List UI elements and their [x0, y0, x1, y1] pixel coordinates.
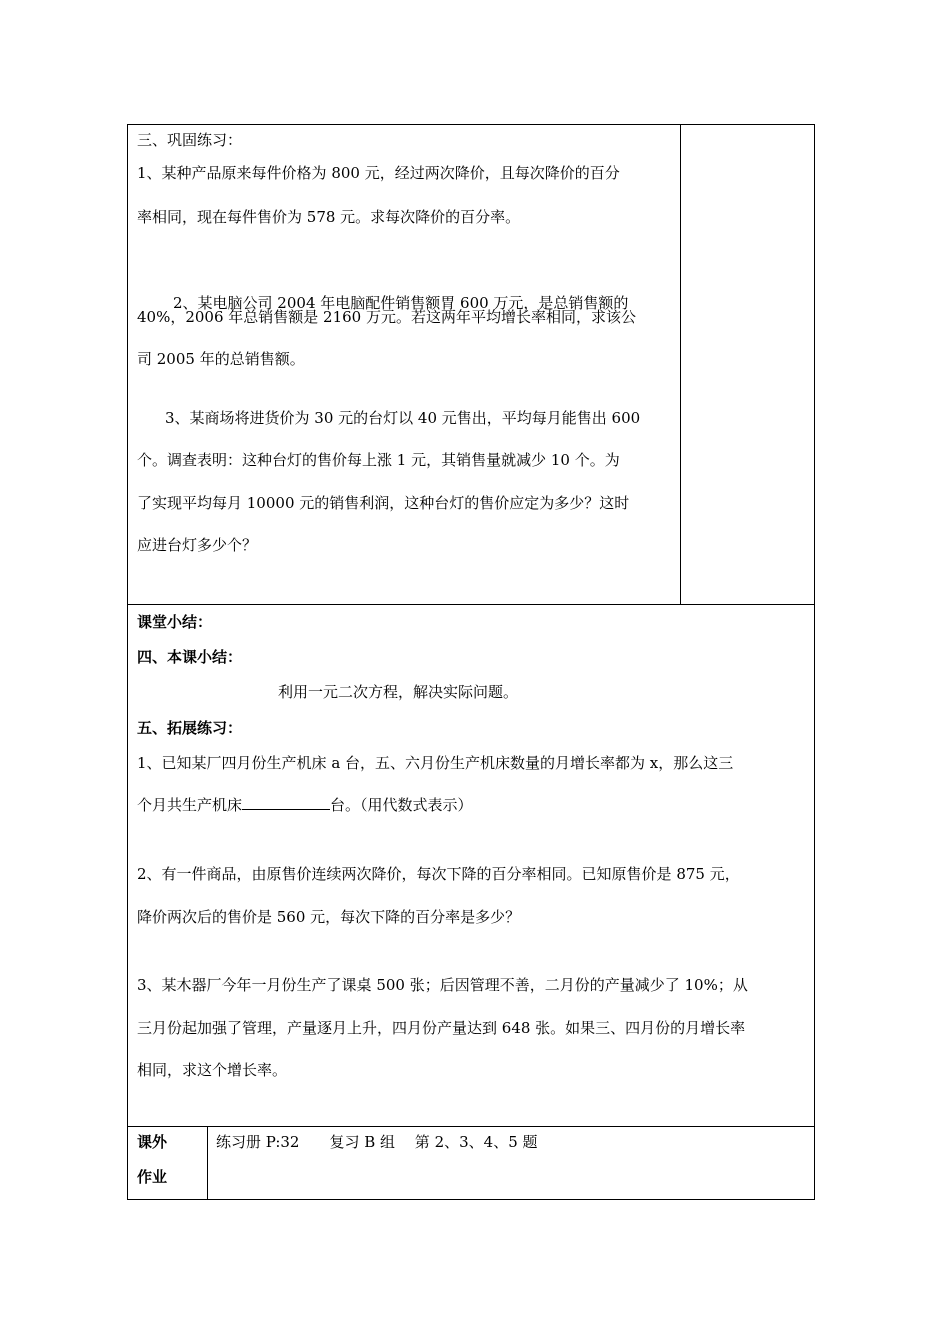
practice-q2-line1: 2、某电脑公司 2004 年电脑配件销售额胃 600 万元，是总销售额的: [173, 294, 629, 312]
extension-q2-line1: 2、有一件商品，由原售价连续两次降价，每次下降的百分率相同。已知原售价是 875 元，: [137, 865, 740, 883]
practice-q3-line2: 个。调查表明：这种台灯的售价每上涨 1 元，其销售量就减少 10 个。为: [137, 451, 620, 469]
extension-q3-line1: 3、某木器厂今年一月份生产了课桌 500 张；后因管理不善，二月份的产量减少了 10%；从: [137, 976, 748, 994]
practice-q3-line4: 应进台灯多少个？: [137, 536, 258, 554]
practice-section: [127, 124, 815, 605]
summary-title: 课堂小结：: [137, 613, 213, 631]
answer-blank: [242, 795, 330, 810]
extension-q1-line1: 1、已知某厂四月份生产机床 a 台，五、六月份生产机床数量的月增长率都为 x，那么这三: [137, 754, 734, 772]
summary-content: 利用一元二次方程，解决实际问题。: [278, 683, 519, 701]
summary-section: [127, 605, 815, 1127]
extension-q3-line3: 相同，求这个增长率。: [137, 1061, 288, 1079]
notes-cell: [681, 125, 814, 604]
lesson-table: [127, 124, 815, 1200]
homework-label-line2: 作业: [137, 1168, 168, 1186]
practice-cell: [128, 125, 681, 604]
practice-q3-line1: 3、某商场将进货价为 30 元的台灯以 40 元售出，平均每月能售出 600: [165, 409, 641, 427]
homework-label-cell: [128, 1127, 208, 1199]
homework-label-line1: 课外: [137, 1133, 168, 1151]
summary-heading: 四、本课小结：: [137, 648, 243, 666]
extension-q1-post: 台。（用代数式表示）: [330, 796, 473, 814]
extension-heading: 五、拓展练习：: [137, 719, 243, 737]
practice-q3-line3: 了实现平均每月 10000 元的销售利润，这种台灯的售价应定为多少？这时: [137, 494, 630, 512]
practice-q1-line2: 率相同，现在每件售价为 578 元。求每次降价的百分率。: [137, 208, 521, 226]
extension-q1-pre: 个月共生产机床: [137, 796, 243, 814]
practice-heading: 三、巩固练习：: [137, 131, 243, 149]
homework-content-cell: [208, 1127, 814, 1199]
extension-q2-line2: 降价两次后的售价是 560 元，每次下降的百分率是多少？: [137, 908, 521, 926]
homework-content: 练习册 P:32 复习 B 组 第 2、3、4、5 题: [216, 1133, 538, 1151]
extension-q1-line2: [137, 795, 473, 815]
practice-q2-line2: 40%，2006 年总销售额是 2160 万元。若这两年平均增长率相同，求该公: [137, 308, 636, 326]
extension-q3-line2: 三月份起加强了管理，产量逐月上升，四月份产量达到 648 张。如果三、四月份的月增长率: [137, 1019, 746, 1037]
practice-q1-line1: 1、某种产品原来每件价格为 800 元，经过两次降价，且每次降价的百分: [137, 164, 620, 182]
homework-section: [127, 1127, 815, 1200]
practice-q2-line3: 司 2005 年的总销售额。: [137, 350, 305, 368]
